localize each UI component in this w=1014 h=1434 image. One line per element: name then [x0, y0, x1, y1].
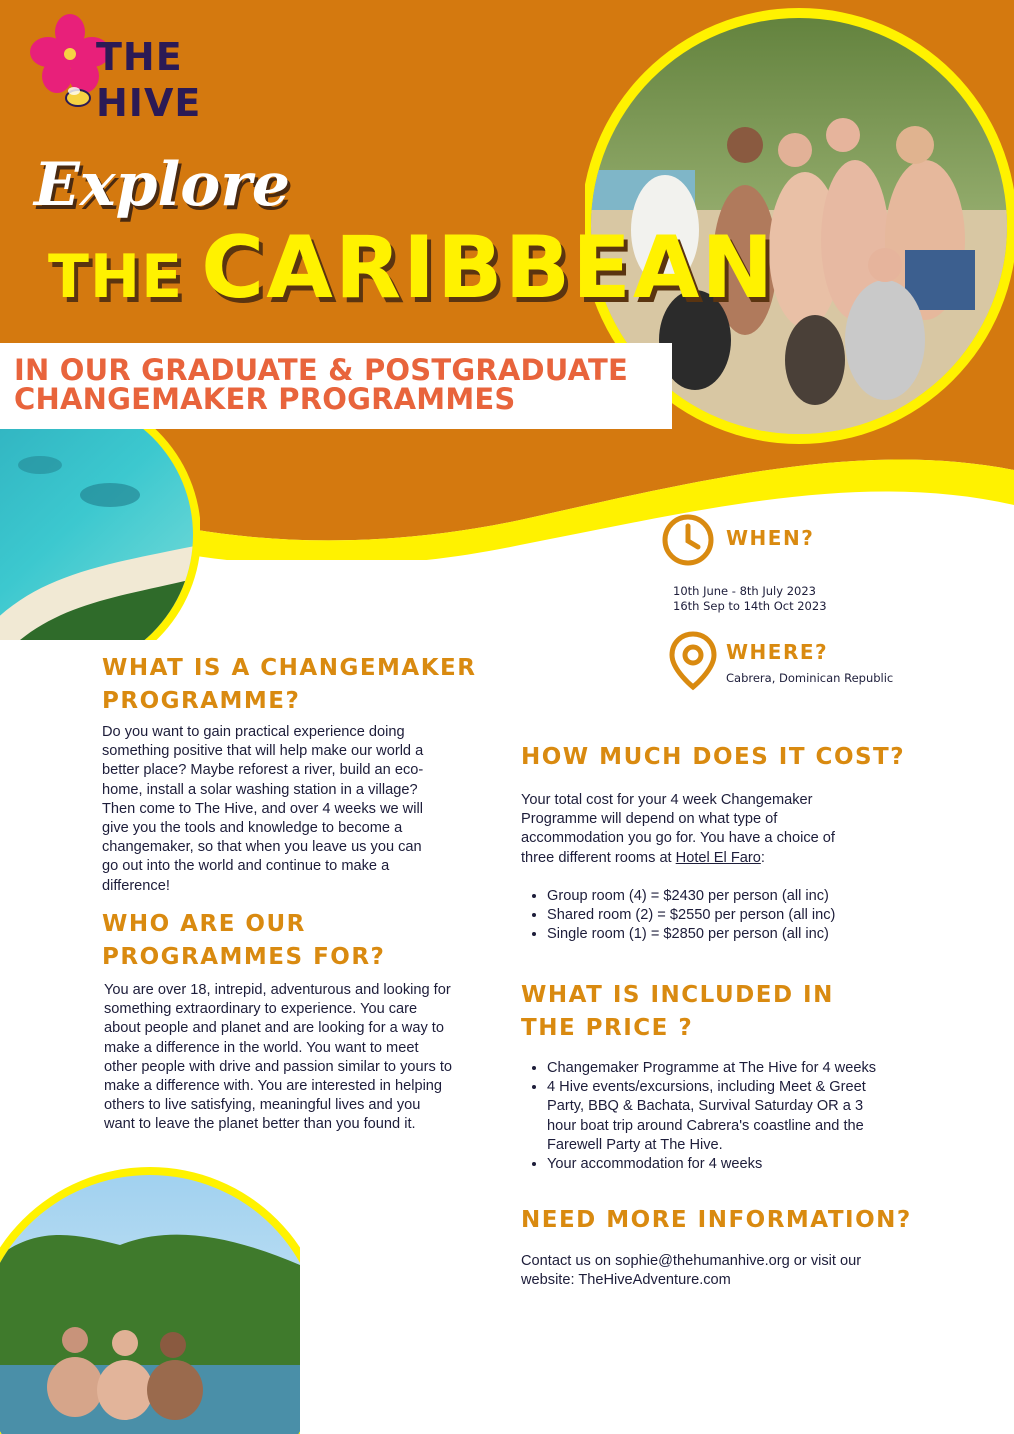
headline-the: THE: [48, 242, 184, 312]
what-is-body: [102, 723, 423, 896]
cost-line: Your total cost for your 4 week Changemaker: [521, 792, 813, 808]
headline-explore: Explore: [34, 150, 291, 220]
included-heading-line-2: THE PRICE ?: [521, 1015, 694, 1041]
included-list: [521, 1059, 876, 1174]
what-is-line: Then come to The Hive, and over 4 weeks we will: [102, 800, 423, 817]
cost-line: Programme will depend on what type of: [521, 811, 778, 828]
cost-line-suffix: :: [760, 849, 765, 866]
headline-caribbean: [48, 218, 775, 318]
who-for-heading: [102, 908, 385, 974]
info-heading: NEED MORE INFORMATION?: [521, 1207, 912, 1233]
when-dates: [673, 584, 827, 614]
where-location: Cabrera, Dominican Republic: [726, 671, 894, 685]
room-price-list: [521, 887, 835, 945]
when-heading: WHEN?: [726, 526, 815, 550]
what-is-line: give you the tools and knowledge to become a: [102, 820, 403, 837]
included-item-line: • 4 Hive events/excursions, including Meet & Greet: [547, 1079, 866, 1096]
what-is-line: Do you want to gain practical experience doing: [102, 724, 405, 740]
who-for-line: make a difference with. You are interested in helping: [104, 1078, 443, 1095]
subtitle-line-2: CHANGEMAKER PROGRAMMES: [14, 382, 516, 416]
what-is-line: something positive that will help make our world a: [102, 743, 424, 760]
what-is-heading: [102, 652, 476, 718]
who-for-body: [104, 981, 452, 1135]
included-item: • Changemaker Programme at The Hive for 4 weeks: [547, 1059, 876, 1078]
subtitle-line-1: IN OUR GRADUATE & POSTGRADUATE: [14, 353, 629, 387]
sea-aerial-photo: [0, 425, 200, 640]
contact-line-2: website: TheHiveAdventure.com: [521, 1272, 731, 1289]
room-price-item: • Single room (1) = $2850 per person (all inc): [547, 925, 835, 944]
what-is-line: go out into the world and continue to make a: [102, 858, 390, 875]
location-pin-icon: [667, 630, 719, 692]
clock-icon: [661, 513, 715, 567]
what-is-line: home, install a solar washing station in a village?: [102, 781, 418, 798]
who-for-line: want to leave the planet better than you found it.: [104, 1116, 416, 1133]
logo-line-the: THE: [96, 35, 183, 79]
included-heading-line-1: WHAT IS INCLUDED IN: [521, 982, 834, 1008]
date-range-1: 10th June - 8th July 2023: [673, 584, 816, 598]
women-in-sea-photo: [0, 1165, 300, 1434]
included-item: [547, 1078, 876, 1155]
room-price-item: • Group room (4) = $2430 per person (all inc): [547, 887, 835, 906]
what-is-line: difference!: [102, 877, 170, 894]
who-for-line: something extraordinary to experience. You care: [104, 1001, 418, 1018]
who-for-line: about people and planet and are looking for a way to: [104, 1020, 444, 1037]
cost-line: accommodation you go for. You have a choice of: [521, 830, 835, 847]
cost-line-prefix: three different rooms at: [521, 849, 676, 866]
where-heading: WHERE?: [726, 640, 829, 664]
included-item-line: hour boat trip around Cabrera's coastline and the: [547, 1117, 864, 1134]
who-for-line: others to live satisfying, meaningful lives and you: [104, 1097, 421, 1114]
who-for-heading-line-2: PROGRAMMES FOR?: [102, 944, 386, 970]
what-is-heading-line-1: WHAT IS A CHANGEMAKER: [102, 655, 477, 681]
included-heading: [521, 979, 834, 1045]
contact-line-1: Contact us on sophie@thehumanhive.org or visit our: [521, 1253, 862, 1269]
who-for-line: other people with drive and passion similar to yours to: [104, 1058, 452, 1075]
the-hive-logo: [30, 14, 200, 134]
room-price-item: • Shared room (2) = $2550 per person (all inc): [547, 906, 835, 925]
hotel-el-faro-link[interactable]: Hotel El Faro: [675, 849, 761, 866]
who-for-heading-line-1: WHO ARE OUR: [102, 911, 306, 937]
contact-info: [521, 1252, 861, 1290]
cost-line: [521, 849, 835, 868]
who-for-line: You are over 18, intrepid, adventurous and looking for: [104, 982, 451, 998]
headline-caribbean-word: CARIBBEAN: [201, 218, 776, 318]
included-item-line: Farewell Party at The Hive.: [547, 1136, 723, 1153]
subtitle: [14, 353, 629, 416]
included-item-line: Party, BBQ & Bachata, Survival Saturday OR a 3: [547, 1098, 864, 1115]
date-range-2: 16th Sep to 14th Oct 2023: [673, 599, 827, 613]
what-is-line: changemaker, so that when you leave us you can: [102, 839, 422, 856]
who-for-line: make a difference in the world. You want to meet: [104, 1039, 419, 1056]
logo-line-hive: HIVE: [96, 81, 202, 125]
what-is-heading-line-2: PROGRAMME?: [102, 688, 301, 714]
cost-heading: HOW MUCH DOES IT COST?: [521, 744, 906, 770]
what-is-line: better place? Maybe reforest a river, build an eco-: [102, 762, 424, 779]
cost-body: [521, 791, 835, 868]
included-item: • Your accommodation for 4 weeks: [547, 1155, 876, 1174]
